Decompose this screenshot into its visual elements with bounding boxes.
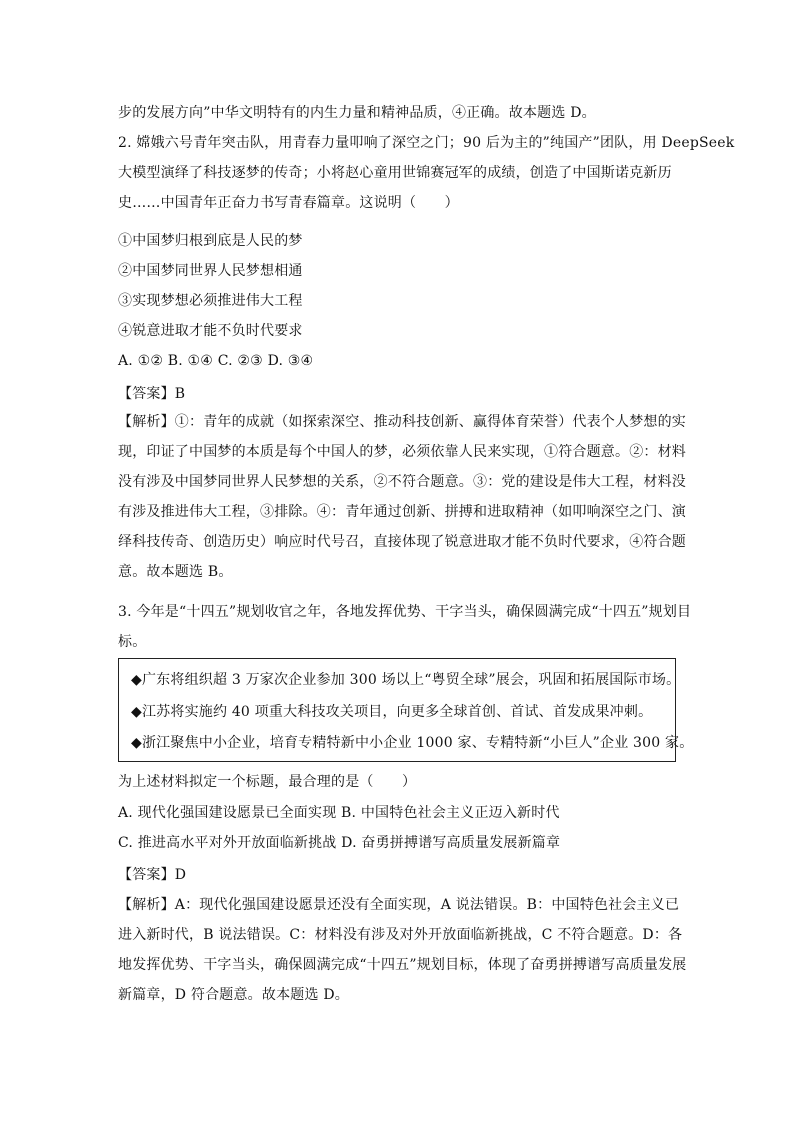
q3-material-item-3: ◆浙江聚焦中小企业，培育专精特新中小企业 1000 家、专精特新“小巨人”企业 300 家。: [131, 735, 694, 751]
q3-options-line-1: A. 现代化强国建设愿景已全面实现 B. 中国特色社会主义正迈入新时代: [118, 805, 560, 821]
q2-analysis-line-3: 没有涉及中国梦同世界人民梦想的关系，②不符合题意。③：党的建设是伟大工程，材料没: [118, 474, 686, 490]
q2-stem-line-2: 大模型演绎了科技逐梦的传奇；小将赵心童用世锦赛冠军的成绩，创造了中国斯诺克新历: [118, 165, 672, 181]
q2-answer: 【答案】B: [118, 386, 186, 402]
q2-analysis-line-5: 绎科技传奇、创造历史）响应时代号召，直接体现了锐意进取才能不负时代要求，④符合题: [118, 534, 686, 550]
intro-line: 步的发展方向”中华文明特有的内生力量和精神品质，④正确。故本题选 D。: [118, 105, 596, 121]
q3-stem-line-1: 3. 今年是“十四五”规划收官之年，各地发挥优势、干字当头，确保圆满完成“十四五”规划目: [118, 604, 692, 620]
q2-stem-line-1: 2. 嫦娥六号青年突击队，用青春力量叩响了深空之门；90 后为主的”纯国产”团队，用 DeepSeek: [118, 135, 735, 151]
q3-stem-line-2: 标。: [118, 634, 147, 650]
q3-analysis-line-1: 【解析】A：现代化强国建设愿景还没有全面实现，A 说法错误。B：中国特色社会主义已: [118, 897, 680, 913]
q3-material-box: [118, 658, 694, 762]
q2-statement-2: ②中国梦同世界人民梦想相通: [118, 263, 303, 279]
q2-options: A. ①② B. ①④ C. ②③ D. ③④: [118, 353, 314, 369]
q2-analysis-line-6: 意。故本题选 B。: [118, 564, 233, 580]
q2-analysis-line-2: 现，印证了中国梦的本质是每个中国人的梦，必须依靠人民来实现，①符合题意。②：材料: [118, 444, 686, 460]
q3-material-item-1: ◆广东将组织超 3 万家次企业参加 300 场以上“粤贸全球”展会，巩固和拓展国际市场。: [131, 672, 681, 688]
q3-answer: 【答案】D: [118, 867, 187, 883]
q3-question: 为上述材料拟定一个标题，最合理的是（ ）: [118, 774, 417, 790]
q2-statement-1: ①中国梦归根到底是人民的梦: [118, 233, 303, 249]
q2-statement-3: ③实现梦想必须推进伟大工程: [118, 293, 303, 309]
q3-analysis-line-3: 地发挥优势、干字当头，确保圆满完成“十四五”规划目标，体现了奋勇拼搏谱写高质量发展: [118, 957, 687, 973]
q2-analysis-line-4: 有涉及推进伟大工程，③排除。④：青年通过创新、拼搏和进取精神（如叩响深空之门、演: [118, 504, 686, 520]
q2-stem-line-3: 史……中国青年正奋力书写青春篇章。这说明（ ）: [118, 195, 459, 211]
q3-material-item-2: ◆江苏将实施约 40 项重大科技攻关项目，向更多全球首创、首试、首发成果冲刺。: [131, 704, 653, 720]
q3-analysis-line-4: 新篇章，D 符合题意。故本题选 D。: [118, 987, 349, 1003]
q2-analysis-line-1: 【解析】①：青年的成就（如探索深空、推动科技创新、赢得体育荣誉）代表个人梦想的实: [118, 414, 686, 430]
q3-options-line-2: C. 推进高水平对外开放面临新挑战 D. 奋勇拼搏谱写高质量发展新篇章: [118, 835, 561, 851]
q3-analysis-line-2: 进入新时代，B 说法错误。C：材料没有涉及对外开放面临新挑战，C 不符合题意。D：各: [118, 927, 683, 943]
q2-statement-4: ④锐意进取才能不负时代要求: [118, 323, 303, 339]
